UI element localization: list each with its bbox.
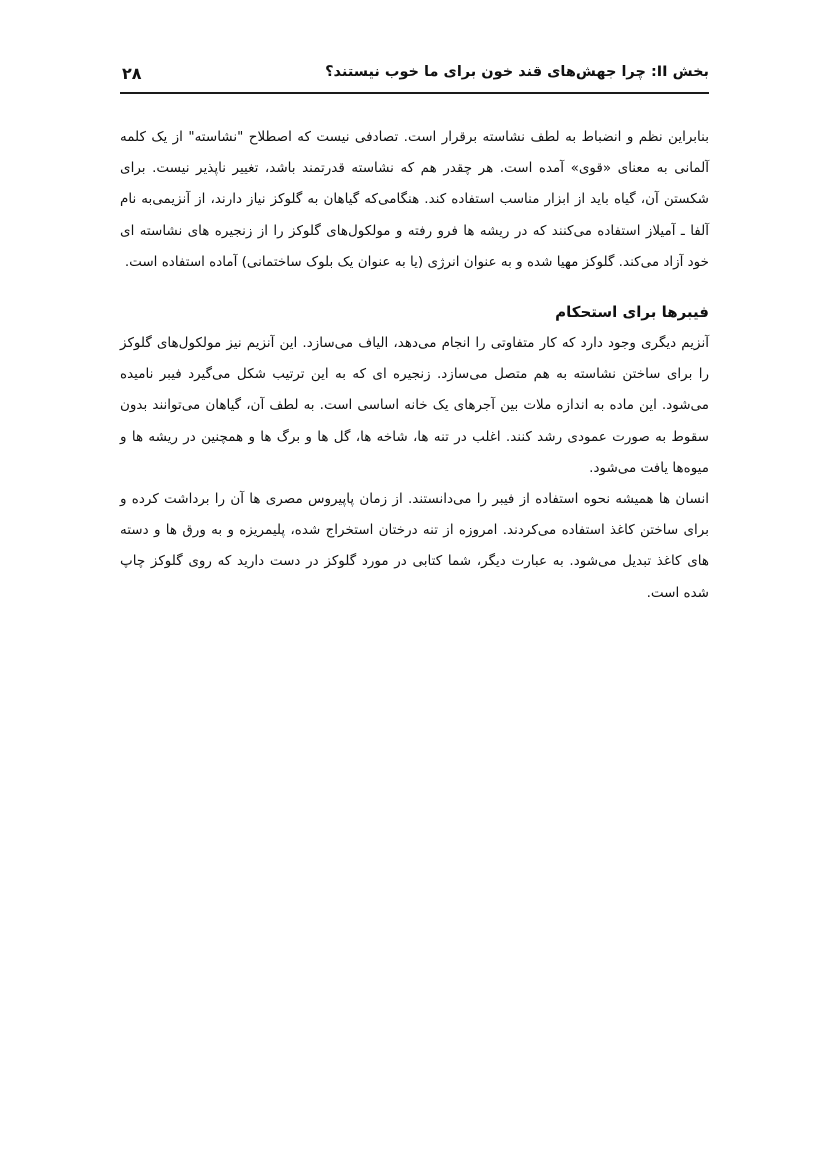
paragraph-starch-order: بنابراین نظم و انضباط به لطف نشاسته برقرار است. تصادفی نیست که اصطلاح "نشاسته" از یک کلمه آلمانی به معنای «قوی» آمده است. هر چقدر هم که نشاسته قدرتمند باشد، تغییر ناپذیر نیست. برای شکستن آن، گیاه باید از ابزار مناسب استفاده کند. هنگامی‌که گیاهان به گلوکز نیاز دارند، از آنزیمی‌به نام آلفا ـ آمیلاز استفاده می‌کنند که در ریشه ها فرو رفته و مولکول‌های گلوکز را از زنجیره های نشاسته ای خود آزاد می‌کند. گلوکز مهیا شده و به عنوان انرژی (یا به عنوان یک بلوک ساختمانی) آماده استفاده است. [120, 129, 709, 270]
paragraph-fiber-enzyme: آنزیم دیگری وجود دارد که کار متفاوتی را انجام می‌دهد، الیاف می‌سازد. این آنزیم نیز مولکول‌های گلوکز را برای ساختن نشاسته به هم متصل می‌سازد. زنجیره ای که به این ترتیب شکل می‌گیرد فیبر نامیده می‌شود. این ماده به اندازه ملات بین آجرهای یک خانه اساسی است. به لطف آن، گیاهان می‌توانند بدون سقوط به صورت عمودی رشد کنند. اغلب در تنه ها، شاخه ها، گل ها و برگ ها و همچنین در ریشه ها و میوه‌ها یافت می‌شود. [120, 335, 709, 476]
paragraph-fiber-paper: انسان ها همیشه نحوه استفاده از فیبر را می‌دانستند. از زمان پاپیروس مصری ها آن را برداشت کرده و برای ساختن کاغذ استفاده می‌کردند. امروزه از تنه درختان استخراج شده، پلیمریزه و به ورق ها و دسته های کاغذ تبدیل می‌شود. به عبارت دیگر، شما کتابی در مورد گلوکز در دست دارید که روی گلوکز چاپ شده است. [120, 491, 709, 601]
page-number: ۲۸ [122, 64, 142, 83]
running-header [120, 62, 709, 94]
chapter-title: بخش II: چرا جهش‌های قند خون برای ما خوب نیستند؟ [325, 64, 709, 80]
page-body [120, 122, 709, 609]
section-heading-fibers: فیبرها برای استحکام [555, 303, 709, 322]
